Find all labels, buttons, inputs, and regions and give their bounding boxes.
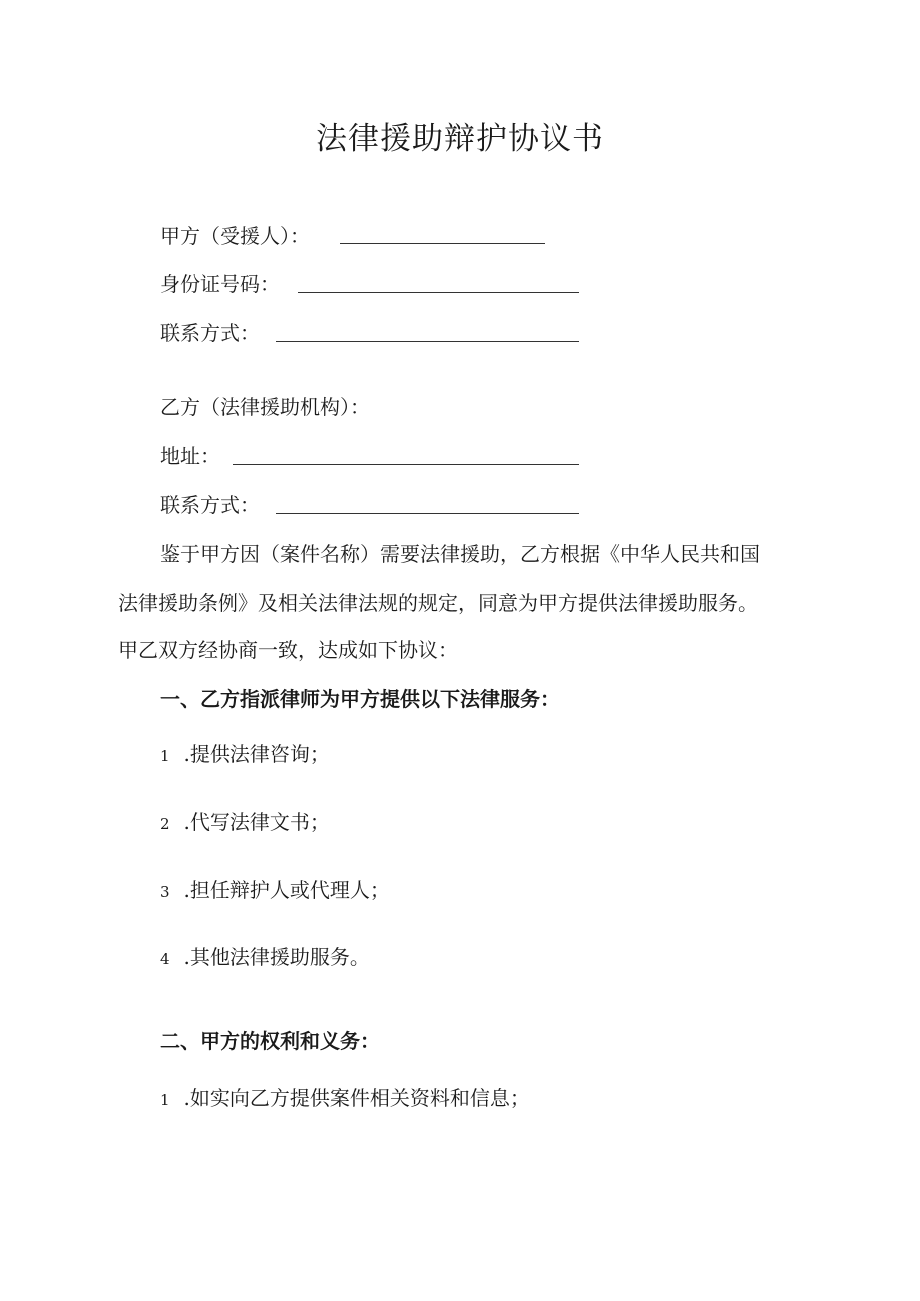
- party-b-label: 乙方（法律援助机构）：: [160, 395, 370, 419]
- contact-a-blank: [276, 341, 579, 342]
- address-label: 地址：: [160, 444, 220, 468]
- item-number: 2: [160, 815, 170, 833]
- preamble-line-2: 法律援助条例》及相关法律法规的规定，同意为甲方提供法律援助服务。: [118, 591, 758, 615]
- item-text: .代写法律文书；: [183, 810, 330, 834]
- address-blank: [233, 464, 579, 465]
- section-1-item: [160, 876, 390, 906]
- item-number: 4: [160, 950, 170, 968]
- section-2-item: [160, 1084, 530, 1114]
- preamble-line-3: 甲乙双方经协商一致，达成如下协议：: [118, 638, 458, 662]
- section-2-heading: 二、甲方的权利和义务：: [160, 1029, 380, 1053]
- item-number: 1: [160, 1091, 170, 1109]
- contact-b-label: 联系方式：: [160, 493, 260, 517]
- id-number-blank: [298, 292, 579, 293]
- section-1-item: [160, 740, 330, 770]
- section-1-item: [160, 943, 370, 973]
- preamble-line-1: 鉴于甲方因（案件名称）需要法律援助，乙方根据《中华人民共和国: [160, 542, 760, 566]
- item-number: 3: [160, 883, 170, 901]
- contact-b-blank: [276, 513, 579, 514]
- party-a-blank: [340, 243, 545, 244]
- item-text: .其他法律援助服务。: [183, 945, 370, 969]
- item-number: 1: [160, 747, 170, 765]
- contact-a-label: 联系方式：: [160, 321, 260, 345]
- section-1-heading: 一、乙方指派律师为甲方提供以下法律服务：: [160, 687, 560, 711]
- party-a-label: 甲方（受援人）：: [160, 224, 310, 248]
- item-text: .提供法律咨询；: [183, 742, 330, 766]
- section-1-item: [160, 808, 330, 838]
- item-text: .如实向乙方提供案件相关资料和信息；: [183, 1086, 530, 1110]
- id-number-label: 身份证号码：: [160, 272, 280, 296]
- document-title: 法律援助辩护协议书: [316, 121, 604, 157]
- item-text: .担任辩护人或代理人；: [183, 878, 390, 902]
